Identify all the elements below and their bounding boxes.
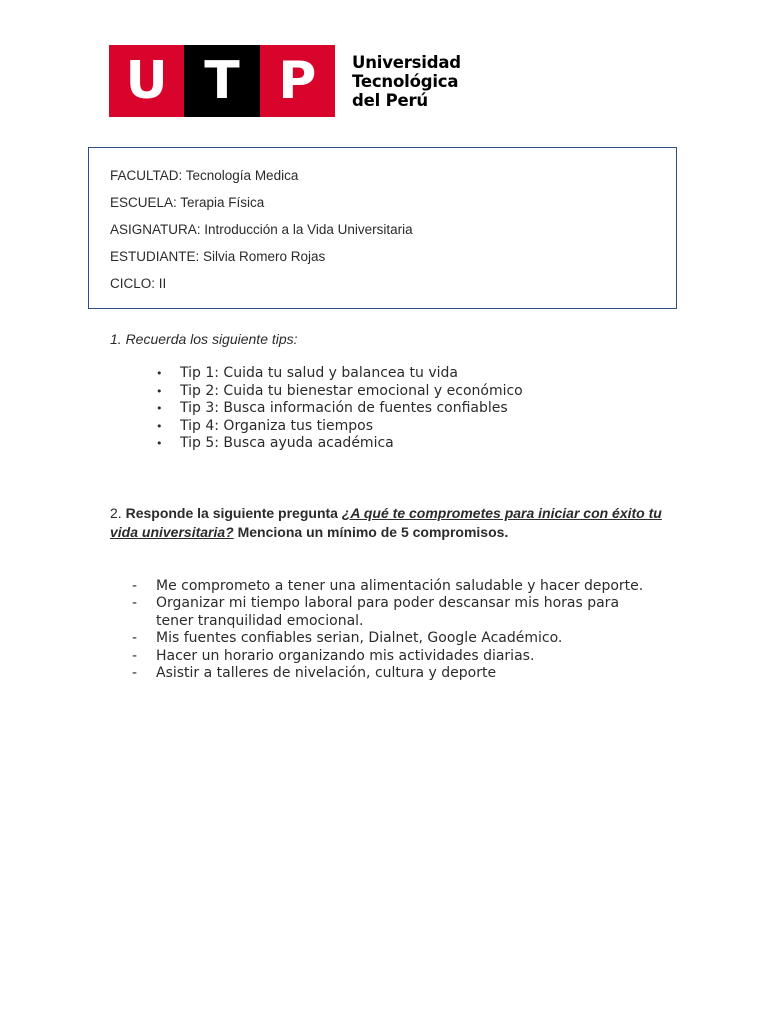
student-info-box	[88, 147, 677, 309]
question-2-number: 2.	[110, 505, 122, 521]
question-2-heading	[110, 504, 670, 541]
list-item	[130, 648, 650, 665]
bullet-icon: •	[156, 419, 163, 433]
utp-logo-mark	[109, 45, 335, 117]
commitments-list	[130, 578, 650, 682]
tip-text: Tip 5: Busca ayuda académica	[180, 435, 394, 452]
list-item	[154, 435, 523, 453]
list-item	[130, 665, 650, 682]
bullet-icon: •	[156, 437, 163, 451]
dash-marker: -	[132, 665, 138, 682]
commitment-text: Organizar mi tiempo laboral para poder descansar mis horas para tener tranquilidad emocional.	[156, 595, 620, 629]
question-2-emphasis: ¿A qué te comprometes para iniciar con éxito tu vida universitaria?	[110, 505, 662, 540]
tip-text: Tip 4: Organiza tus tiempos	[180, 417, 374, 434]
university-name-line-1: Universidad	[352, 52, 461, 72]
tip-text: Tip 1: Cuida tu salud y balancea tu vida	[180, 365, 458, 381]
dash-marker: -	[132, 595, 138, 612]
commitment-text: Mis fuentes confiables serian, Dialnet, Google Académico.	[156, 630, 563, 647]
cycle-line: CICLO: II	[110, 276, 167, 291]
bullet-icon: •	[156, 367, 163, 380]
bullet-icon: •	[156, 402, 163, 416]
question-2-tail: Menciona un mínimo de 5 compromisos.	[237, 523, 509, 540]
course-line: ASIGNATURA: Introducción a la Vida Universitaria	[110, 222, 413, 237]
list-item	[154, 418, 523, 436]
university-name-line-3: del Perú	[352, 90, 428, 110]
list-item	[154, 365, 523, 383]
tip-text: Tip 3: Busca información de fuentes confiables	[180, 400, 508, 417]
tip-text: Tip 2: Cuida tu bienestar emocional y económico	[180, 382, 523, 399]
logo-letter-t: T	[184, 45, 259, 117]
list-item	[130, 630, 650, 647]
list-item	[154, 383, 523, 401]
question-1-heading: 1. Recuerda los siguiente tips:	[110, 331, 298, 347]
commitment-text: Me comprometo a tener una alimentación saludable y hacer deporte.	[156, 578, 644, 594]
dash-marker: -	[132, 630, 138, 647]
dash-marker: -	[132, 647, 138, 664]
question-2-lead: Responde la siguiente pregunta	[125, 505, 338, 521]
logo-letter-p: P	[260, 45, 335, 117]
utp-logo	[109, 45, 461, 117]
faculty-line: FACULTAD: Tecnología Medica	[110, 168, 299, 183]
logo-letter-u: U	[109, 45, 184, 117]
tips-list	[154, 365, 523, 453]
list-item	[130, 578, 650, 595]
commitment-text: Hacer un horario organizando mis actividades diarias.	[156, 647, 535, 664]
university-name	[352, 53, 461, 110]
student-line: ESTUDIANTE: Silvia Romero Rojas	[110, 249, 326, 264]
university-name-line-2: Tecnológica	[352, 71, 459, 91]
commitment-text: Asistir a talleres de nivelación, cultura y deporte	[156, 665, 497, 682]
school-line: ESCUELA: Terapia Física	[110, 195, 265, 210]
list-item	[154, 400, 523, 418]
dash-marker: -	[132, 578, 138, 594]
list-item	[130, 595, 650, 630]
bullet-icon: •	[156, 384, 163, 398]
